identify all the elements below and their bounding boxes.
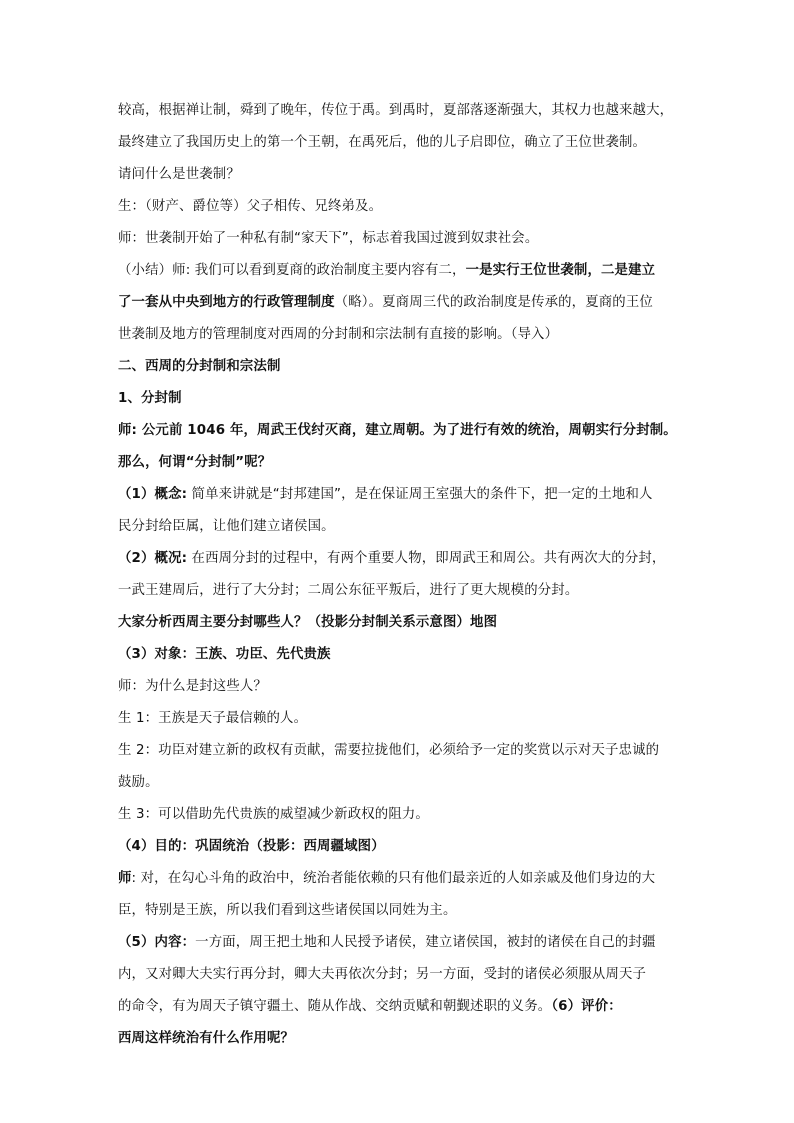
text-line: （4）目的：巩固统治（投影：西周疆域图） <box>118 839 385 854</box>
bold-span: 了一套从中央到地方的行政管理制度 <box>118 295 335 310</box>
summary-line <box>118 262 678 280</box>
text-span: 的命令，有为周天子镇守疆土、随从作战、交纳贡赋和朝觐述职的义务。 <box>118 999 552 1014</box>
text-line: 世袭制及地方的管理制度对西周的分封制和宗法制有直接的影响。（导入） <box>118 327 559 342</box>
text-line: 西周这样统治有什么作用呢？ <box>118 1031 295 1046</box>
text-line: 较高，根据禅让制，舜到了晚年，传位于禹。到禹时，夏部落逐渐强大，其权力也越来越大， <box>118 103 674 118</box>
overview-line <box>118 550 678 568</box>
text-line: 鼓励。 <box>118 775 159 790</box>
text-line: 生 3：可以借助先代贵族的威望减少新政权的阻力。 <box>118 807 429 822</box>
text-line: 内，又对卿大夫实行再分封，卿大夫再依次分封；另一方面，受封的诸侯必须服从周天子 <box>118 967 647 982</box>
text-line: 民分封给臣属，让他们建立诸侯国。 <box>118 519 335 534</box>
text-line: 生：（财产、爵位等）父子相传、兄终弟及。 <box>118 199 383 214</box>
concept-line <box>118 486 678 504</box>
content-line <box>118 934 678 952</box>
teacher-line <box>118 870 678 888</box>
text-span: : 对，在勾心斗角的政治中，统治者能依赖的只有他们最亲近的人如亲戚及他们身边的大 <box>131 871 656 886</box>
text-line: 请问什么是世袭制？ <box>118 167 240 182</box>
evaluation-line <box>118 998 678 1016</box>
text-line: 一武王建周后，进行了大分封；二周公东征平叛后，进行了更大规模的分封。 <box>118 583 579 598</box>
bold-span: （5）内容： <box>118 935 196 950</box>
text-line: 师：世袭制开始了一种私有制“家天下”，标志着我国过渡到奴隶社会。 <box>118 231 539 246</box>
text-span: （略）。夏商周三代的政治制度是传承的，夏商的王位 <box>334 295 653 310</box>
text-line: 最终建立了我国历史上的第一个王朝，在禹死后，他的儿子启即位，确立了王位世袭制。 <box>118 135 647 150</box>
text-line: 生 2：功臣对建立新的政权有贡献，需要拉拢他们，必须给予一定的奖赏以示对天子忠诚的 <box>118 743 660 758</box>
text-span: （小结）师: 我们可以看到夏商的政治制度主要内容有二， <box>118 263 466 278</box>
text-line: 那么，何谓“分封制”呢？ <box>118 455 272 470</box>
text-span: 一方面，周王把土地和人民授予诸侯，建立诸侯国，被封的诸侯在自己的封疆 <box>195 935 656 950</box>
text-line: 臣，特别是王族，所以我们看到这些诸侯国以同姓为主。 <box>118 903 457 918</box>
bold-span: （2）概况: <box>118 551 188 566</box>
text-line: （3）对象：王族、功臣、先代贵族 <box>118 647 331 662</box>
text-line: 师：为什么是封这些人？ <box>118 679 267 694</box>
text-line: 生 1：王族是天子最信赖的人。 <box>118 711 308 726</box>
bold-span: 一是实行王位世袭制，二是建立 <box>465 263 656 278</box>
bold-span: （6）评价： <box>551 999 622 1014</box>
bold-span: （1）概念: <box>118 487 188 502</box>
text-line: 师: 公元前 1046 年，周武王伐纣灭商，建立周朝。为了进行有效的统治，周朝实行分封制。 <box>118 423 677 438</box>
section-heading: 二、西周的分封制和宗法制 <box>118 359 281 374</box>
bold-span: 师 <box>118 871 132 886</box>
subsection-heading: 1、分封制 <box>118 391 182 406</box>
text-span: 简单来讲就是“封邦建国”，是在保证周王室强大的条件下，把一定的土地和人 <box>187 487 653 502</box>
summary-line <box>118 294 678 312</box>
text-line: 大家分析西周主要分封哪些人？（投影分封制关系示意图）地图 <box>118 615 498 630</box>
text-span: 在西周分封的过程中，有两个重要人物，即周武王和周公。共有两次大的分封， <box>187 551 666 566</box>
